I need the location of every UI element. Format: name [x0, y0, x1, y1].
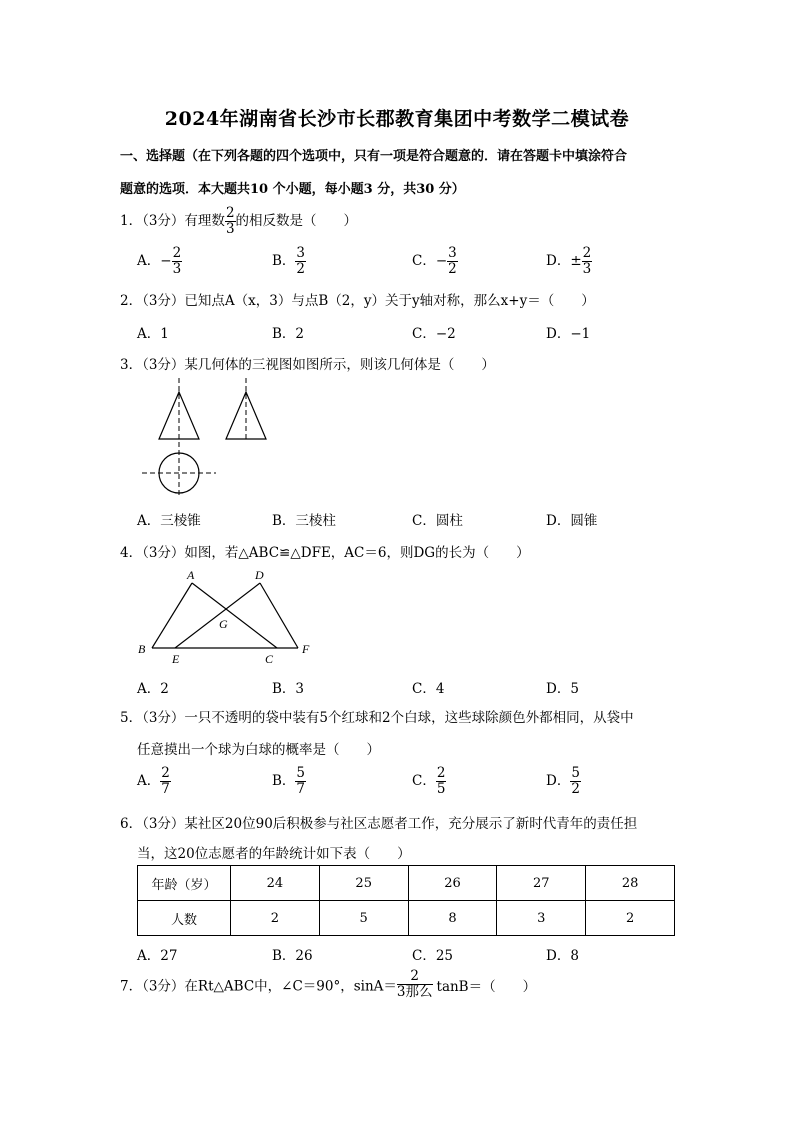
q6-option-c: C．25 — [412, 948, 454, 964]
q1-fraction: $\frac{2}{3}$ — [225, 205, 235, 237]
q3-option-c: C．圆柱 — [412, 513, 463, 529]
question-2: 2．（3分）已知点A（x，3）与点B（2，y）关于y轴对称，那么x+y＝（ ） — [120, 293, 595, 309]
table-cell: 24 — [231, 866, 320, 901]
label-F: F — [302, 642, 310, 656]
q2-option-c: C．−2 — [412, 326, 456, 342]
question-5-line2: 任意摸出一个球为白球的概率是（ ） — [137, 742, 380, 758]
page-title: 2024年湖南省长沙市长郡教育集团中考数学二模试卷 — [164, 108, 630, 130]
question-3: 3．（3分）某几何体的三视图如图所示，则该几何体是（ ） — [120, 357, 495, 373]
q4-option-c: C．4 — [412, 681, 445, 697]
label-B: B — [138, 642, 146, 656]
q4-option-d: D．5 — [546, 681, 579, 697]
q5-option-a: A． $\frac{2}{7}$ — [137, 765, 170, 797]
q5-option-c: C． $\frac{2}{5}$ — [412, 765, 446, 797]
label-E: E — [172, 652, 180, 666]
label-G: G — [219, 617, 228, 631]
q2-option-a: A．1 — [137, 326, 169, 342]
label-D: D — [255, 568, 264, 582]
section-heading-line2: 题意的选项．本大题共10 个小题，每小题3 分，共30 分） — [120, 182, 465, 197]
q4-option-b: B．3 — [272, 681, 305, 697]
question-1 — [120, 206, 357, 237]
q1-option-b: B． $\frac{3}{2}$ — [272, 245, 306, 277]
q5-option-b: B． $\frac{5}{7}$ — [272, 765, 306, 797]
q6-option-d: D．8 — [546, 948, 579, 964]
q5-option-d: D． $\frac{5}{2}$ — [546, 765, 580, 797]
question-5-line1: 5．（3分）一只不透明的袋中装有5个红球和2个白球，这些球除颜色外都相同，从袋中 — [120, 710, 634, 726]
q1-option-a: A．− $\frac{2}{3}$ — [137, 245, 182, 277]
question-7: 7．（3分）在Rt△ABC中，∠C＝90°，sinA＝ $\frac{2}{\text{3那么}}$ tanB＝（ ） — [120, 968, 537, 1000]
q4-option-a: A．2 — [137, 681, 169, 697]
q2-option-d: D．−1 — [546, 326, 591, 342]
q1-stem-post: 的相反数是（ ） — [235, 213, 358, 229]
table-cell: 28 — [586, 866, 675, 901]
age-table — [137, 865, 675, 936]
table-cell: 5 — [319, 901, 408, 936]
table-cell: 27 — [497, 866, 586, 901]
question-4: 4．（3分）如图，若△ABC≌△DFE，AC＝6，则DG的长为（ ） — [120, 545, 530, 561]
label-A: A — [187, 568, 195, 582]
table-row — [138, 901, 675, 936]
table-cell: 26 — [408, 866, 497, 901]
q2-option-b: B．2 — [272, 326, 305, 342]
triangle-diagram — [132, 566, 322, 668]
q1-option-c: C．− $\frac{3}{2}$ — [412, 245, 457, 277]
table-cell: 年龄（岁） — [138, 866, 231, 901]
q1-option-d: D．± $\frac{2}{3}$ — [546, 245, 592, 277]
section-heading-line1: 一、选择题（在下列各题的四个选项中，只有一项是符合题意的．请在答题卡中填涂符合 — [120, 149, 628, 164]
table-cell: 25 — [319, 866, 408, 901]
table-cell: 3 — [497, 901, 586, 936]
three-view-diagram — [130, 376, 270, 500]
question-6-line2: 当，这20位志愿者的年龄统计如下表（ ） — [137, 846, 411, 862]
q3-option-a: A．三棱锥 — [137, 513, 201, 529]
q3-option-b: B．三棱柱 — [272, 513, 336, 529]
q6-option-b: B．26 — [272, 948, 313, 964]
question-6-line1: 6．（3分）某社区20位90后积极参与社区志愿者工作，充分展示了新时代青年的责任担 — [120, 816, 638, 832]
q3-option-d: D．圆锥 — [546, 513, 598, 529]
q1-stem-pre: 1．（3分）有理数 — [120, 213, 225, 229]
table-cell: 2 — [231, 901, 320, 936]
table-cell: 8 — [408, 901, 497, 936]
q6-option-a: A．27 — [137, 948, 178, 964]
table-cell: 人数 — [138, 901, 231, 936]
label-C: C — [265, 652, 274, 666]
table-cell: 2 — [586, 901, 675, 936]
table-row — [138, 866, 675, 901]
